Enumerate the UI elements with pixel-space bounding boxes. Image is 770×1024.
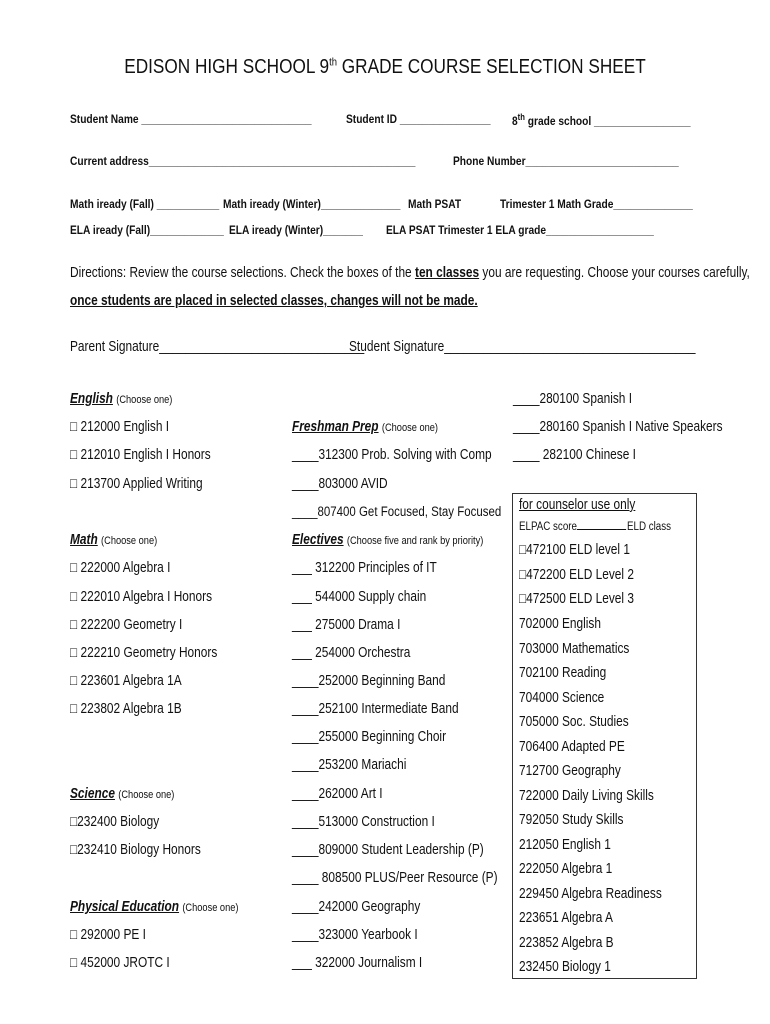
math-option[interactable]: □ 222010 Algebra I Honors: [70, 589, 213, 605]
math-option[interactable]: □ 223601 Algebra 1A: [70, 673, 182, 689]
eighth-grade-school-field[interactable]: 8th grade school _________________: [512, 112, 691, 128]
elective-option[interactable]: ____255000 Beginning Choir: [292, 729, 447, 745]
directions-text: Directions: Review the course selections. Check the boxes of the ten classes you are requesting. Choose your courses carefully,: [70, 265, 750, 281]
language-option[interactable]: ____ 282100 Chinese I: [513, 447, 636, 463]
counselor-option[interactable]: 222050 Algebra 1: [519, 861, 613, 877]
page-title: EDISON HIGH SCHOOL 9th GRADE COURSE SELECTION SHEET: [124, 56, 646, 78]
language-option[interactable]: ____280100 Spanish I: [513, 391, 633, 407]
math-psat-label: Math PSAT: [408, 197, 462, 211]
elpac-score-label: ELPAC score: [519, 521, 626, 533]
elective-option[interactable]: ____323000 Yearbook I: [292, 927, 418, 943]
freshman-prep-option[interactable]: ____807400 Get Focused, Stay Focused: [292, 504, 502, 519]
electives-heading: Electives (Choose five and rank by priority): [292, 532, 484, 548]
counselor-heading: for counselor use only: [519, 497, 636, 513]
elective-option[interactable]: ____ 808500 PLUS/Peer Resource (P): [292, 870, 498, 886]
counselor-box: [512, 493, 697, 979]
math-iready-fall-field[interactable]: Math iready (Fall) ___________: [70, 197, 220, 211]
counselor-option[interactable]: 212050 English 1: [519, 837, 611, 853]
counselor-option[interactable]: 232450 Biology 1: [519, 959, 611, 975]
pe-option[interactable]: □ 452000 JROTC I: [70, 955, 170, 971]
counselor-option[interactable]: 223852 Algebra B: [519, 935, 614, 951]
current-address-field[interactable]: Current address_______________________________________________: [70, 154, 416, 168]
counselor-option[interactable]: 792050 Study Skills: [519, 812, 624, 828]
elective-option[interactable]: ___ 322000 Journalism I: [292, 955, 423, 971]
elective-option[interactable]: ____253200 Mariachi: [292, 757, 407, 773]
freshman-prep-heading: Freshman Prep (Choose one): [292, 419, 439, 435]
counselor-option[interactable]: 706400 Adapted PE: [519, 739, 625, 755]
language-option[interactable]: ____280160 Spanish I Native Speakers: [513, 419, 723, 435]
counselor-option[interactable]: 722000 Daily Living Skills: [519, 788, 654, 804]
parent-signature-field[interactable]: Parent Signature_______________________________: [70, 339, 365, 355]
pe-option[interactable]: □ 292000 PE I: [70, 927, 146, 943]
directions-warning: once students are placed in selected classes, changes will not be made.: [70, 293, 478, 309]
counselor-option[interactable]: 705000 Soc. Studies: [519, 714, 629, 730]
english-option[interactable]: □ 212010 English I Honors: [70, 447, 211, 463]
science-heading: Science (Choose one): [70, 786, 175, 802]
tri1-math-grade-field[interactable]: Trimester 1 Math Grade______________: [500, 197, 693, 211]
pe-heading: Physical Education (Choose one): [70, 899, 239, 915]
english-heading: English (Choose one): [70, 391, 173, 407]
elective-option[interactable]: ____513000 Construction I: [292, 814, 435, 830]
elective-option[interactable]: ___ 544000 Supply chain: [292, 589, 427, 605]
freshman-prep-option[interactable]: ____803000 AVID: [292, 476, 388, 492]
counselor-option[interactable]: □472500 ELD Level 3: [519, 591, 634, 607]
math-iready-winter-field[interactable]: Math iready (Winter)______________: [223, 197, 401, 211]
counselor-option[interactable]: 223651 Algebra A: [519, 910, 613, 926]
counselor-option[interactable]: 702100 Reading: [519, 665, 607, 681]
math-option[interactable]: □ 222200 Geometry I: [70, 617, 183, 633]
english-option[interactable]: □ 213700 Applied Writing: [70, 476, 203, 492]
elective-option[interactable]: ___ 275000 Drama I: [292, 617, 401, 633]
science-option[interactable]: □232410 Biology Honors: [70, 842, 201, 858]
english-option[interactable]: □ 212000 English I: [70, 419, 170, 435]
ela-iready-fall-field[interactable]: ELA iready (Fall)_____________: [70, 223, 224, 237]
counselor-option[interactable]: 712700 Geography: [519, 763, 621, 779]
eld-class-label: ELD class: [627, 521, 672, 533]
student-id-field[interactable]: Student ID ________________: [346, 112, 491, 126]
ela-psat-tri1-field[interactable]: ELA PSAT Trimester 1 ELA grade___________________: [386, 223, 654, 237]
phone-number-field[interactable]: Phone Number___________________________: [453, 154, 679, 168]
counselor-option[interactable]: 229450 Algebra Readiness: [519, 886, 662, 902]
elective-option[interactable]: ____252100 Intermediate Band: [292, 701, 459, 717]
counselor-option[interactable]: 704000 Science: [519, 690, 605, 706]
math-option[interactable]: □ 222000 Algebra I: [70, 560, 171, 576]
ela-iready-winter-field[interactable]: ELA iready (Winter)_______: [229, 223, 363, 237]
science-option[interactable]: □232400 Biology: [70, 814, 160, 830]
elective-option[interactable]: ___ 312200 Principles of IT: [292, 560, 437, 576]
elective-option[interactable]: ____809000 Student Leadership (P): [292, 842, 484, 858]
elective-option[interactable]: ____262000 Art I: [292, 786, 383, 802]
math-option[interactable]: □ 222210 Geometry Honors: [70, 645, 218, 661]
counselor-option[interactable]: 703000 Mathematics: [519, 641, 630, 657]
directions-emphasis: ten classes: [414, 265, 480, 281]
student-name-field[interactable]: Student Name ______________________________: [70, 112, 312, 126]
elective-option[interactable]: ____242000 Geography: [292, 899, 421, 915]
counselor-option[interactable]: □472100 ELD level 1: [519, 542, 630, 558]
elective-option[interactable]: ___ 254000 Orchestra: [292, 645, 411, 661]
elective-option[interactable]: ____252000 Beginning Band: [292, 673, 446, 689]
counselor-option[interactable]: 702000 English: [519, 616, 601, 632]
student-signature-field[interactable]: Student Signature______________________________________: [349, 339, 696, 355]
counselor-option[interactable]: □472200 ELD Level 2: [519, 567, 634, 583]
freshman-prep-option[interactable]: ____312300 Prob. Solving with Comp: [292, 447, 492, 463]
math-option[interactable]: □ 223802 Algebra 1B: [70, 701, 182, 717]
math-heading: Math (Choose one): [70, 532, 158, 548]
